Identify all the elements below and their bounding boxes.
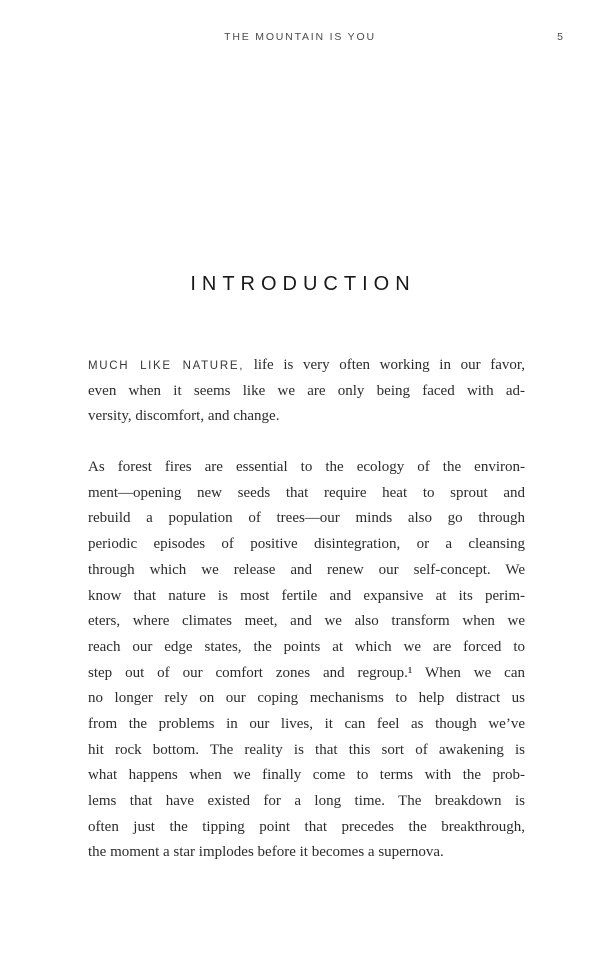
text-line: reach our edge states, the points at which we are forced to [88, 638, 525, 655]
body-text-block [88, 353, 525, 866]
text-line: no longer rely on our coping mechanisms to help distract us [88, 690, 525, 707]
text-line: hit rock bottom. The reality is that this sort of awakening is [88, 741, 525, 758]
running-title: THE MOUNTAIN IS YOU [224, 31, 376, 43]
text-line: through which we release and renew our self-concept. We [88, 561, 525, 578]
text-line: know that nature is most fertile and expansive at its perim- [88, 587, 525, 604]
text-line [88, 353, 525, 379]
paragraph-intro [88, 353, 525, 430]
leadin-small-caps: MUCH LIKE NATURE, [88, 360, 245, 372]
text-line: rebuild a population of trees—our minds also go through [88, 510, 525, 527]
text-line: from the problems in our lives, it can feel as though we’ve [88, 715, 525, 732]
text-line: eters, where climates meet, and we also transform when we [88, 613, 525, 630]
text-line: periodic episodes of positive disintegration, or a cleansing [88, 536, 525, 553]
text-line: lems that have existed for a long time. The breakdown is [88, 793, 525, 809]
text-line: often just the tipping point that precedes the breakthrough, [88, 818, 525, 835]
text-line: the moment a star implodes before it becomes a supernova. [88, 844, 444, 861]
text-line: even when it seems like we are only being faced with ad- [88, 382, 525, 399]
text-line: ment—opening new seeds that require heat to sprout and [88, 484, 525, 501]
running-header [0, 31, 600, 44]
paragraph-body [88, 455, 525, 866]
chapter-title: INTRODUCTION [190, 273, 416, 295]
text-line: As forest fires are essential to the ecology of the environ- [88, 459, 525, 476]
text-line: versity, discomfort, and change. [88, 408, 280, 425]
text-line: what happens when we finally come to terms with the prob- [88, 767, 525, 784]
page-number: 5 [557, 31, 563, 43]
text-line: step out of our comfort zones and regroup.¹ When we can [88, 664, 525, 681]
text-line-rest: life is very often working in our favor, [253, 357, 526, 373]
